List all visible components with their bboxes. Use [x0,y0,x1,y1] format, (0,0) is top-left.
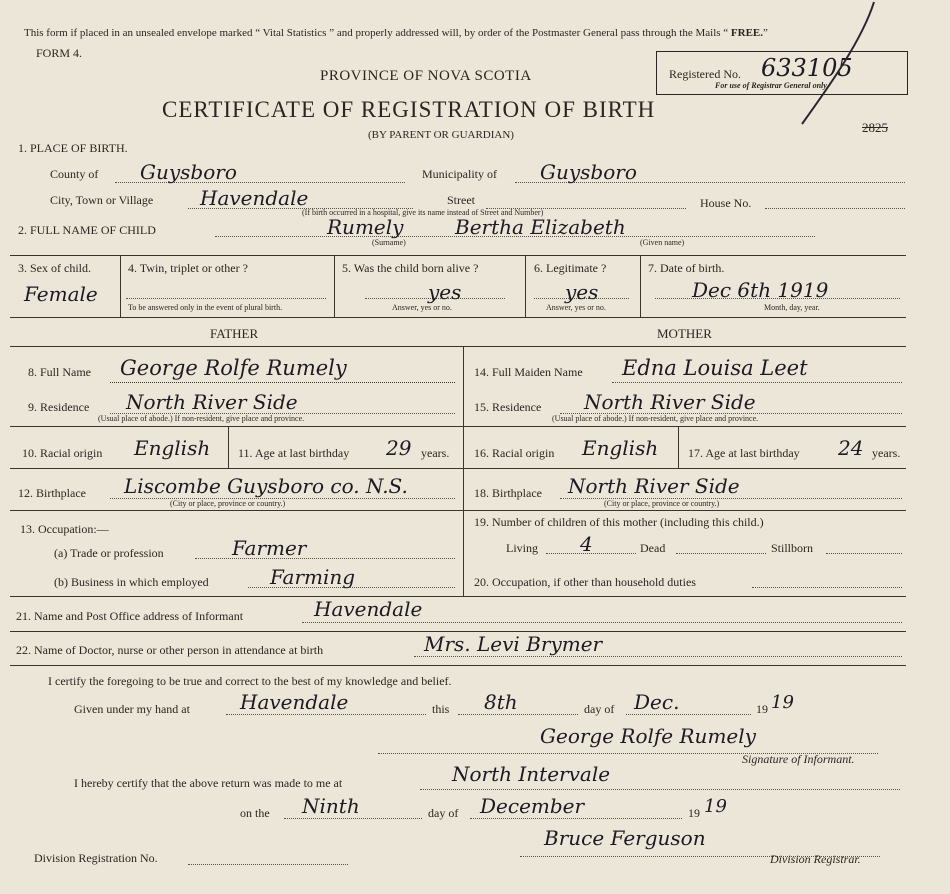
reg-year-prefix: 19 [688,806,700,820]
street-label: Street [447,193,475,207]
business-label: (b) Business in which employed [54,575,209,589]
county-value: Guysboro [140,160,237,184]
mother-age: 24 [838,436,864,460]
mother-birthplace: North River Side [568,474,740,498]
sex-label: 3. Sex of child. [18,261,91,275]
informant-value: Havendale [314,597,423,621]
registrar-signature: Bruce Ferguson [544,826,706,850]
reg-day-of-label: day of [428,806,459,820]
given-year-suffix: 19 [771,692,794,713]
father-years-label: years. [421,446,450,460]
legit-value: yes [565,280,599,304]
father-residence-label: 9. Residence [28,400,90,414]
division-registrar-caption: Division Registrar. [770,852,861,866]
twin-label: 4. Twin, triplet or other ? [128,261,248,275]
alive-label: 5. Was the child born alive ? [342,261,479,275]
business-value: Farming [270,565,356,589]
legit-note: Answer, yes or no. [546,303,606,312]
father-racial-label: 10. Racial origin [22,446,103,460]
stillborn-label: Stillborn [771,541,814,555]
occupation-label: 13. Occupation:— [20,522,109,536]
child-given-names: Bertha Elizabeth [455,215,626,239]
pen-stroke [790,0,880,130]
mailing-notice: This form if placed in an unsealed envelope marked “ Vital Statistics ” and properly addressed will, by order of the Postmaster General pass through the Mails “ FREE.” [24,27,768,39]
registration-month: December [480,794,585,818]
alive-value: yes [428,280,462,304]
city-label: City, Town or Village [50,193,154,207]
on-the-label: on the [240,806,270,820]
date-note: Month, day, year. [764,303,820,312]
sex-value: Female [24,282,98,306]
father-residence: North River Side [126,390,298,414]
day-of-label: day of [584,702,615,716]
father-birthplace-label: 12. Birthplace [18,486,86,500]
child-name-label: 2. FULL NAME OF CHILD [18,223,156,237]
municipality-label: Municipality of [422,167,497,181]
father-name-label: 8. Full Name [28,365,91,379]
trade-label: (a) Trade or profession [54,546,164,560]
reg-year-suffix: 19 [704,796,727,817]
mother-age-label: 17. Age at last birthday [688,446,800,460]
mother-heading: MOTHER [657,326,712,341]
this-label: this [432,702,450,716]
informant-signature-caption: Signature of Informant. [742,752,855,766]
given-year-prefix: 19 [756,702,768,716]
city-value: Havendale [200,186,309,210]
mother-racial: English [582,436,659,460]
registered-number: 633105 [761,54,853,82]
doctor-label: 22. Name of Doctor, nurse or other person in attendance at birth [16,643,324,657]
doctor-value: Mrs. Levi Brymer [424,632,603,656]
form-number: FORM 4. [36,46,83,60]
informant-label: 21. Name and Post Office address of Informant [16,609,244,623]
mother-residence-label: 15. Residence [474,400,542,414]
mother-years-label: years. [872,446,901,460]
mother-birthplace-note: (City or place, province or country.) [604,499,720,508]
mother-residence: North River Side [584,390,756,414]
given-caption: (Given name) [640,238,685,247]
county-label: County of [50,167,99,181]
children-label: 19. Number of children of this mother (including this child.) [474,515,764,529]
corner-number: 2825 [862,120,888,135]
father-birthplace-note: (City or place, province or country.) [170,499,286,508]
legit-label: 6. Legitimate ? [534,261,607,275]
mother-residence-note: (Usual place of abode.) If non-resident, give place and province. [552,414,759,423]
registrar-use-label: For use of Registrar General only. [715,81,829,90]
father-heading: FATHER [210,326,259,341]
mother-maiden-label: 14. Full Maiden Name [474,365,583,379]
living-label: Living [506,541,538,555]
twin-note: To be answered only in the event of plural birth. [128,303,283,312]
given-label: Given under my hand at [74,702,190,716]
mother-maiden-name: Edna Louisa Leet [622,356,808,380]
return-place: North Intervale [452,762,611,786]
trade-value: Farmer [232,536,307,560]
given-month: Dec. [634,690,680,714]
return-label: I hereby certify that the above return was made to me at [74,776,343,790]
father-racial: English [134,436,211,460]
registered-label: Registered No. [669,67,741,81]
father-residence-note: (Usual place of abode.) If non-resident, give place and province. [98,414,305,423]
province-heading: PROVINCE OF NOVA SCOTIA [320,68,532,84]
living-value: 4 [580,532,593,556]
division-registration-label: Division Registration No. [34,851,158,865]
registration-day: Ninth [302,794,360,818]
certificate-title: CERTIFICATE OF REGISTRATION OF BIRTH [162,97,656,122]
given-day: 8th [484,690,518,714]
place-of-birth-heading: 1. PLACE OF BIRTH. [18,141,128,155]
mother-occupation-label: 20. Occupation, if other than household duties [474,575,696,589]
house-label: House No. [700,196,752,210]
dead-label: Dead [640,541,666,555]
given-place: Havendale [240,690,349,714]
child-surname: Rumely [327,215,404,239]
municipality-value: Guysboro [540,160,637,184]
hospital-note: (If birth occurred in a hospital, give its name instead of Street and Number) [302,208,544,217]
date-value: Dec 6th 1919 [692,278,829,302]
alive-note: Answer, yes or no. [392,303,452,312]
informant-signature: George Rolfe Rumely [540,724,756,748]
certify-text: I certify the foregoing to be true and correct to the best of my knowledge and belief. [48,674,452,688]
father-name: George Rolfe Rumely [120,356,347,380]
mother-racial-label: 16. Racial origin [474,446,555,460]
father-age: 29 [386,436,412,460]
date-label: 7. Date of birth. [648,261,725,275]
father-birthplace: Liscombe Guysboro co. N.S. [124,474,408,498]
surname-caption: (Surname) [372,238,406,247]
father-age-label: 11. Age at last birthday [238,446,350,460]
mother-birthplace-label: 18. Birthplace [474,486,542,500]
certificate-subtitle: (BY PARENT OR GUARDIAN) [368,129,514,141]
